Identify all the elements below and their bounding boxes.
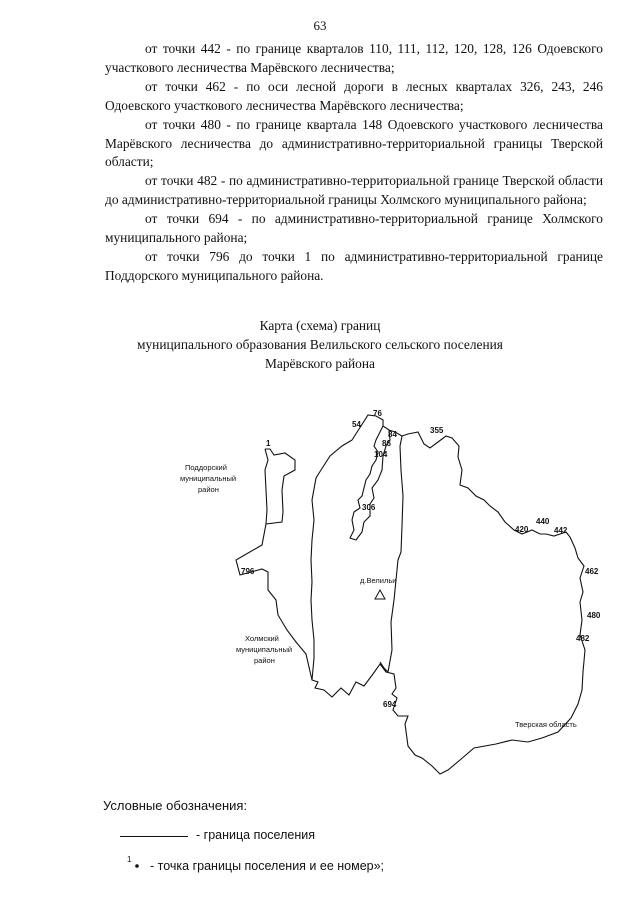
paragraph: от точки 442 - по границе кварталов 110, 111, 112, 120, 128, 126 Одоевского участкового лесничества Марёвского лесничества; <box>105 41 603 75</box>
neighbor-label-poddorsky: Поддорский <box>185 463 227 472</box>
paragraph: от точки 462 - по оси лесной дороги в лесных кварталах 326, 243, 246 Одоевского участкового лесничества Марёвского лесничества; <box>105 78 603 113</box>
paragraph: от точки 694 - по административно-территориальной границе Холмского муниципального района; <box>105 211 603 246</box>
map-title-line: Марёвского района <box>264 356 375 371</box>
paragraph: от точки 480 - по границе квартала 148 Одоевского участкового лесничества Марёвского лесничества до административно-территориальной границы Тверской области; <box>105 116 603 170</box>
settlement-boundary-inner <box>311 415 402 680</box>
neighbor-label-kholmsky: район <box>254 656 275 665</box>
page-number: 63 <box>313 18 327 33</box>
map-title-line: Карта (схема) границ <box>259 318 381 333</box>
legend-point-icon <box>135 864 139 868</box>
point-label: 1 <box>266 439 271 448</box>
point-label: 480 <box>587 611 601 620</box>
legend-point-text: - точка границы поселения и ее номер»; <box>150 859 385 873</box>
neighbor-label-tver: Тверская область <box>515 720 577 729</box>
point-label: 440 <box>536 517 550 526</box>
paragraph: от точки 796 до точки 1 по административно-территориальной границе Поддорского муниципального района. <box>105 248 603 283</box>
point-label: 694 <box>383 700 397 709</box>
neighbor-label-poddorsky: муниципальный <box>180 474 237 483</box>
neighbor-label-poddorsky: район <box>198 485 219 494</box>
paragraph: от точки 482 - по административно-территориальной границе Тверской области до административно-территориальной границы Холмского муниципального района; <box>105 173 603 208</box>
point-label: 796 <box>241 567 255 576</box>
point-label: 306 <box>362 503 376 512</box>
legend-boundary-text: - граница поселения <box>196 828 315 842</box>
point-label: 355 <box>430 426 444 435</box>
settlement-triangle-icon <box>375 590 385 599</box>
point-label: 104 <box>374 450 388 459</box>
point-label: 420 <box>515 525 529 534</box>
point-label: 54 <box>352 420 361 429</box>
map-title-line: муниципального образования Велильского сельского поселения <box>137 337 503 352</box>
legend-point-number: 1 <box>127 855 132 864</box>
point-label: 84 <box>388 430 397 439</box>
point-label: 442 <box>554 526 568 535</box>
legend-title: Условные обозначения: <box>103 798 248 813</box>
point-label: 76 <box>373 409 382 418</box>
neighbor-label-kholmsky: Холмский <box>245 634 279 643</box>
legend-boundary-line <box>120 836 188 837</box>
settlement-label: д.Велильи <box>360 576 397 585</box>
neighbor-label-kholmsky: муниципальный <box>236 645 293 654</box>
point-label: 86 <box>382 439 391 448</box>
point-label: 482 <box>576 634 590 643</box>
settlement-boundary-top-left <box>265 449 268 524</box>
point-label: 462 <box>585 567 599 576</box>
